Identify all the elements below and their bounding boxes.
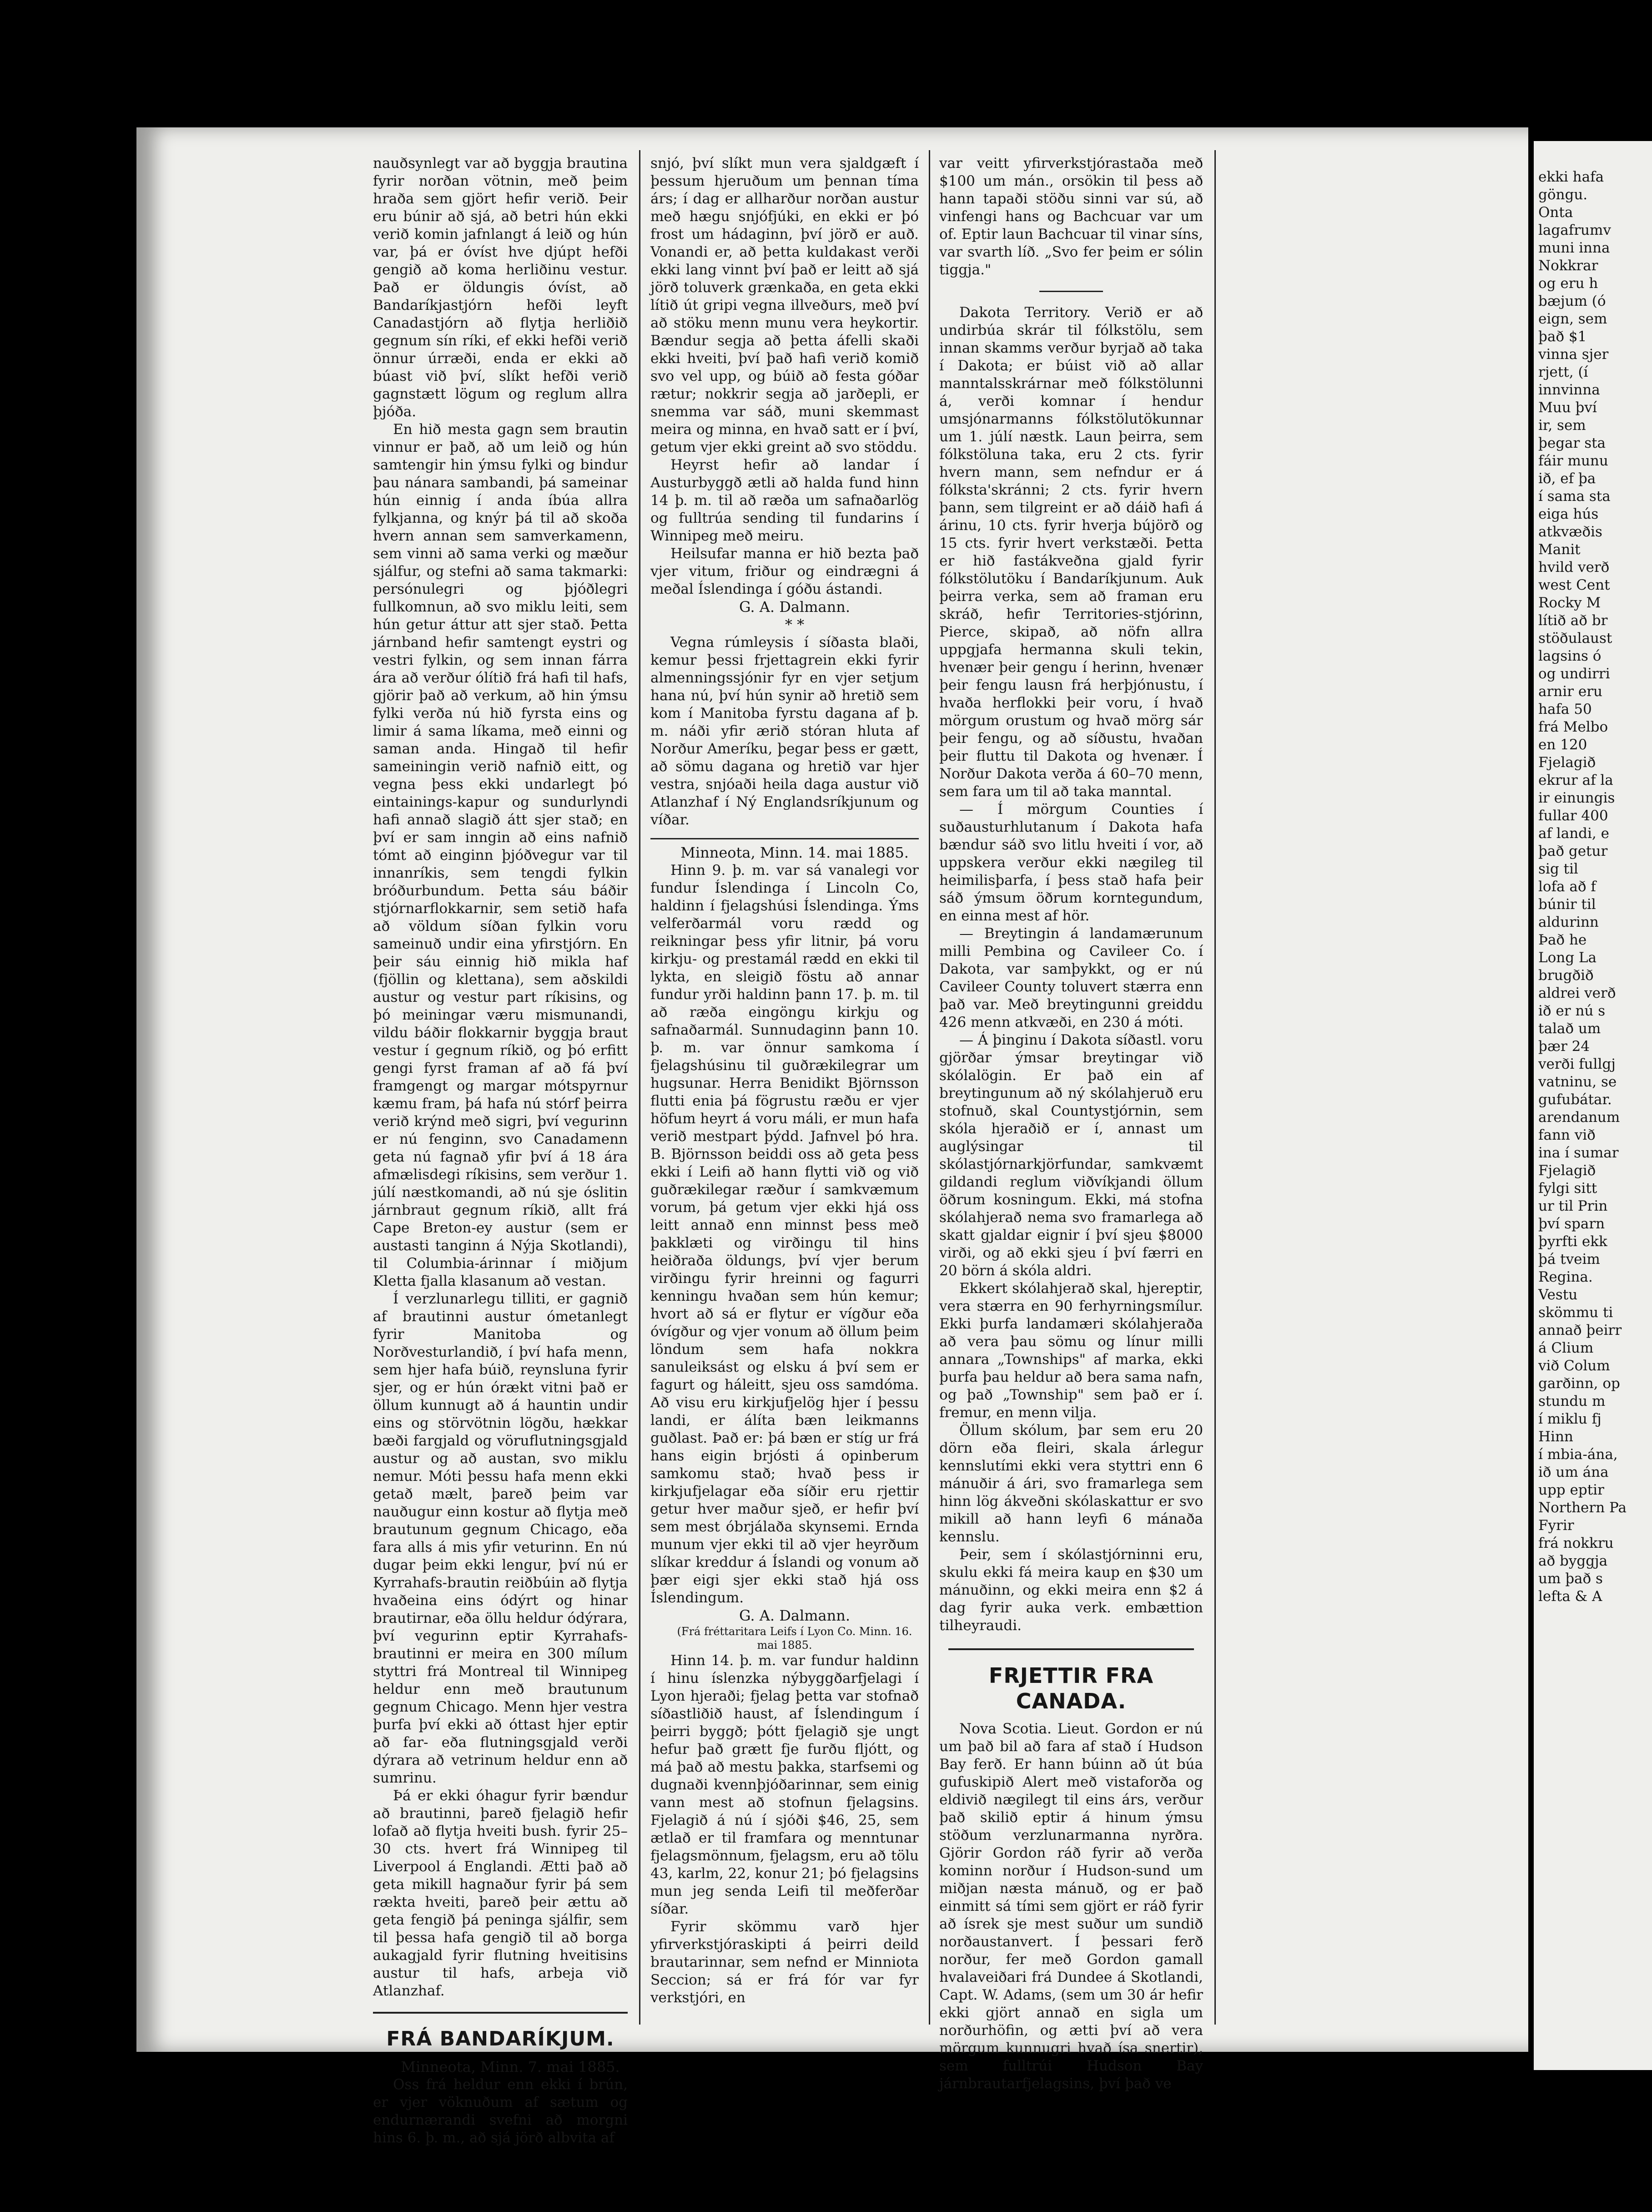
fragment-line: lítið að br [1538,612,1608,629]
col3-paragraph-morgum: — Í mörgum Counties í suðausturhlutanum í Dakota hafa bændur sáð svo litlu hveiti í vor, að uppskera verður ekki nægileg til heimilisþarfa, í þess stað hafa þeir sáð ýmsum öðrum korntegundum, en einna mest af hör. [939,801,1203,924]
fragment-line: frá nokkru [1538,1535,1614,1551]
fragment-line: aldrei verð [1538,985,1616,1001]
fragment-line: annað þeirr [1538,1322,1622,1338]
fragment-line: í sama sta [1538,488,1611,505]
column-divider-3 [1214,150,1216,2025]
fragment-line: ekki hafa [1538,169,1604,185]
fragment-line: vinna sjer [1538,346,1609,363]
column-divider-2 [929,150,930,2025]
fragment-line: því sparn [1538,1216,1605,1232]
fragment-line: sig til [1538,861,1578,877]
fragment-line: það getur [1538,843,1608,859]
fragment-line: Vestu [1538,1287,1578,1303]
fragment-line: Hinn [1538,1429,1573,1445]
fragment-line: lagafrumv [1538,222,1611,238]
fragment-line: Manit [1538,541,1581,558]
col3-separator-1 [1039,291,1103,292]
col3-paragraph-ekkert: Ekkert skólahjerað skal, hjereptir, vera stærra en 90 ferhyrningsmílur. Ekki þurfa landamæri skólahjeraða að vera þau sömu og línur milli annara „Townships" af marka, ekki þurfa þau heldur að bera sama nafn, og það „Township" sem það er í. fremur, en menn vilja. [939,1280,1203,1421]
col2-source-note: (Frá fréttaritara Leifs í Lyon Co. Minn. 16. mai 1885. [677,1625,912,1651]
newspaper-page [136,127,1528,2146]
col1-paragraph-3: Í verzlunarlegu tilliti, er gagnið af brautinni austur ómetanlegt fyrir Manitoba og Norðvesturlandið, í því hafa menn, sem hjer hafa búið, reynsluna fyrir sjer, og er hún órækt vitni það er öllum kunnugt að á hauntin undir eins og störvötnin lögðu, hækkar bæði fargjald og vöruflutningsgjald austur og að austan, svo miklu nemur. Móti þessu hafa menn ekki getað mælt, þareð þeim var nauðugur einn kostur að flytja með brautunum gegnum Chicago, eða fara alls á mis yfir veturinn. En nú dugar þeim ekki lengur, því nú er Kyrrahafs-brautin reiðbúin að flytja hvaðeina eins ódýrt og hinar brautirnar, eða öllu heldur ódýrara, því vegurinn eptir Kyrrahafs-brautinni er meira en 300 mílum styttri frá Montreal til Winnipeg heldur enn með brautunum gegnum Chicago. Menn hjer vestra þurfa því ekki að óttast hjer eptir að far- eða flutningsgjald verði dýrara að vetrinum heldur enn að sumrinu. [373,1291,628,1786]
fragment-line: fylgi sitt [1538,1180,1597,1197]
fragment-line: bæjum (ó [1538,293,1606,309]
fragment-line: þegar sta [1538,435,1606,451]
fragment-line: stundu m [1538,1393,1606,1409]
fragment-line: Long La [1538,949,1597,966]
fragment-line: lofa að f [1538,879,1596,895]
column-4-fragment [1538,168,1652,1606]
fragment-line: Rocky M [1538,595,1601,611]
col2-paragraph-4: Hinn 9. þ. m. var sá vanalegi vor fundur Íslendinga í Lincoln Co, haldinn í fjelagshúsi Íslendinga. Ýms velferðarmál voru rædd og reikningar þess yfir litnir, þá voru kirkju- og prestamál rædd en ekki til lykta, en sleigið föstu að annar fundur yrði haldinn þann 17. þ. m. til að ræða eingöngu kirkju og safnaðarmál. Sunnudaginn þann 10. þ. m. var önnur samkoma í fjelagshúsinu til guðrækilegrar um hugsunar. Herra Benidikt Björnsson flutti enia þá fögrustu ræðu er vjer höfum heyrt á voru máli, er mun hafa verið mestpart þýdd. Jafnvel þó hra. B. Björnsson beiddi oss að geta þess ekki í Leifi að hann flytti við og við guðrækilegar ræður í samkvæmum vorum, þá getum vjer ekki hjá oss leitt annað enn minnst þess með þakklæti og virðingu til hins heiðraða öldungs, því vjer berum virðingu fyrir hreinni og fagurri kenningu hvaðan sem hún kemur; hvort að sá er flytur er vígður eða óvígður og vjer vonum að öllum þeim löndum sem hafa nokkra sanuleiksást og elsku á því sem er fagurt og háleitt, sjeu oss samdóma. Að visu eru kirkjufjelög hjer í þessu landi, er álíta bæn leikmanns guðlast. Það er: þá bæn er stíg ur frá hans eigin brjósti á opinberum samkomu stað; hvað þess ir kirkjufjelagar eða síðir eru rjettir getur hver maður sjeð, er hefir því sem mest óbrjálaða skynsemi. Ernda munum vjer ekki til að vjer heyrðum slíkar kreddur á Íslandi og vonum að þær eigi sjer ekki stað hjá oss Íslendingum. [650,862,919,1606]
fragment-line: atkvæðis [1538,524,1602,540]
section-heading-canada: FRJETTIR FRA CANADA. [988,1663,1154,1713]
fragment-line: og eru h [1538,275,1598,292]
fragment-line: í mbia-ána, [1538,1446,1618,1463]
fragment-line: Muu því [1538,399,1597,416]
fragment-line: Fjelagið [1538,1162,1596,1179]
fragment-line: ina í sumar [1538,1145,1619,1161]
col2-rule-1 [650,838,919,839]
fragment-line: ið um ána [1538,1464,1609,1480]
fragment-line: Regina. [1538,1269,1593,1285]
column-3 [939,155,1203,2092]
fragment-line: að byggja [1538,1553,1608,1569]
fragment-line: west Cent [1538,577,1610,593]
fragment-line: upp eptir [1538,1482,1604,1498]
fragment-line: frá Melbo [1538,719,1608,735]
column-1 [373,155,628,2146]
fragment-line: göngu. [1538,187,1588,203]
col1-paragraph-4: Þá er ekki óhagur fyrir bændur að brautinni, þareð fjelagið hefir lofað að flytja hveiti bush. fyrir 25–30 cts. hvert frá Winnipeg til Liverpool á Englandi. Ætti það að geta mikill hagnaður fyrir þá sem rækta hveiti, þareð þeir ættu að geta fengið þá peninga sjálfir, sem til þessa hafa gengið til að borga aukagjald fyrir flutning hveitisins austur til hafs, arbeja við Atlanzhaf. [373,1788,628,1999]
col1-paragraph-5: Oss frá heldur enn ekki í brún, er vjer vöknuðum af sætum og endurnærandi svefni að morgni hins 6. þ. m., að sjá jörð albvita af [373,2076,628,2146]
fragment-line: ir, sem [1538,417,1586,434]
fragment-line: muni inna [1538,240,1610,256]
col3-paragraph-nova: Nova Scotia. Lieut. Gordon er nú um það bil að fara af stað í Hudson Bay ferð. Er hann búinn að út búa gufuskipið Alert með vistaforða og eldivið nægilegt til eins árs, verður það skilið eptir á hinum ýmsu stöðum verzlunarmanna nyrðra. Gjörir Gordon ráð fyrir að verða kominn norður í Hudson-sund um miðjan næsta mánuð, og er það einmitt sá tími sem gjört er ráð fyrir að ísrek sje mest suður um sundið norðaustanvert. Í þessari ferð norður, fer með Gordon gamall hvalaveiðari frá Dundee á Skotlandi, Capt. W. Adams, (sem um 30 ár hefir ekki gjört annað en sigla um norðurhöfin, og ætti því að vera mörgum kunnugri hvað ísa snertir), sem fulltrúi Hudson Bay járnbrautarfjelagsins, því það ve [939,1721,1203,2092]
fragment-line: Northern Pa [1538,1500,1627,1516]
fragment-line: ekrur af la [1538,772,1613,788]
fragment-line: Það he [1538,932,1587,948]
col2-stars: * * [785,616,805,633]
fragment-line: en 120 [1538,737,1587,753]
fragment-line: Nokkrar [1538,258,1598,274]
fragment-line: eiga hús [1538,506,1599,522]
col3-paragraph-ollum: Öllum skólum, þar sem eru 20 dörn eða fleiri, skala árlegur kennslutími ekki vera styttri enn 6 mánuðir á ári, svo framarlega sem hinn lög ákveðni skólaskattur er svo mikill að hann leyfi 6 mánaða kennslu. [939,1422,1203,1545]
fragment-line: þyrfti ekk [1538,1233,1607,1250]
fragment-line: ið, ef þa [1538,470,1596,487]
fragment-line: hvild verð [1538,559,1610,576]
fragment-line: fullar 400 [1538,808,1608,824]
section-rule [373,2012,628,2014]
fragment-line: fann við [1538,1127,1596,1143]
fragment-line: garðinn, op [1538,1375,1620,1392]
fragment-line: talað um [1538,1020,1601,1037]
fragment-line: skömmu ti [1538,1304,1613,1321]
col3-paragraph-1: var veitt yfirverkstjórastaða með $100 um mán., orsökin til þess að hann tapaði stöðu sinni var sú, að vinfengi hans og Bachcuar var um of. Eptir laun Bachcuar til vinar síns, var svarth líð. „Svo fer þeim er sólin tiggja." [939,155,1203,278]
fragment-line: þá tveim [1538,1251,1600,1268]
fragment-line: Onta [1538,204,1573,221]
column-divider-1 [639,150,640,2025]
col2-signature-2: G. A. Dalmann. [739,1607,850,1624]
fragment-line: rjett, (í [1538,364,1588,380]
fragment-line: vatninu, se [1538,1074,1617,1090]
fragment-line: hafa 50 [1538,701,1592,717]
col2-paragraph-2: Heyrst hefir að landar í Austurbyggð ætli að halda fund hinn 14 þ. m. til að ræða um safnaðarlög og fulltrúa sending til fundarins í Winnipeg með meiru. [650,457,919,544]
col3-paragraph-breyting: — Breytingin á landamærunum milli Pembina og Cavileer Co. í Dakota, var samþykkt, og er nú Cavileer County toluvert stærra enn það var. Með breytingunni greiddu 426 menn atkvæði, en 230 á móti. [939,925,1203,1030]
fragment-line: innvinna [1538,382,1600,398]
fragment-line: verði fullgj [1538,1056,1616,1072]
fragment-line: eign, sem [1538,311,1607,327]
fragment-line: og undirri [1538,666,1610,682]
col1-dateline: Minneota, Minn. 7. mai 1885. [401,2058,620,2076]
col2-paragraph-5: Hinn 14. þ. m. var fundur haldinn í hinu íslenzka nýbyggðarfjelagi í Lyon hjeraði; fjelag þetta var stofnað síðastliðið haust, af Íslendingum í þeirri byggð; þótt fjelagið sje ungt hefur það grætt fje furðu fljótt, og má það að mestu þakka, starfsemi og dugnaði kvennþjóðarinnar, sem einig vann mest að stofnun fjelagsins. Fjelagið á nú í sjóði $46, 25, sem ætlað er til framfara og menntunar fjelagsmönnum, fjelagsm, eru að tölu 43, karlm, 22, konur 21; þó fjelagsins mun jeg senda Leifi til meðferðar síðar. [650,1652,919,1917]
fragment-line: í miklu fj [1538,1411,1602,1427]
fragment-line: arnir eru [1538,683,1602,700]
fragment-line: um það s [1538,1571,1603,1587]
col2-signature-1: G. A. Dalmann. [739,598,850,616]
fragment-line: Fjelagið [1538,754,1596,771]
col3-paragraph-their: Þeir, sem í skólastjórninni eru, skulu ekki fá meira kaup en $30 um mánuðinn, og ekki meira enn $2 á dag fyrir auka verk. embættion tilheyraudi. [939,1546,1203,1634]
fragment-line: lefta & A [1538,1588,1602,1605]
fragment-line: fáir munu [1538,453,1608,469]
col2-paragraph-6: Fyrir skömmu varð hjer yfirverkstjóraskipti á þeirri deild brautarinnar, sem nefnd er Minniota Seccion; sá er frá fór var fyr verkstjóri, en [650,1919,919,2006]
fragment-line: arendanum [1538,1109,1620,1126]
fragment-line: ið er nú s [1538,1003,1606,1019]
col3-paragraph-dakota: Dakota Territory. Verið er að undirbúa skrár til fólkstölu, sem innan skamms verður byrjað að taka í Dakota; er búist við að allar manntalsskrárnar með fólkstölunni á, verði komnar í hendur umsjónarmanns fólkstölutökunnar um 1. júlí næstk. Laun þeirra, sem fólkstöluna taka, eru 2 cts. fyrir hvern mann, sem nefndur er á fólksta'skránni; 2 cts. fyrir hvern þann, sem tilgreint er að dáið hafi á árinu, 10 cts. fyrir hverja bújörð og 15 cts. fyrir hvert verkstæði. Þetta er hið fastákveðna gjald fyrir fólkstölutöku í Bandaríkjunum. Auk þeirra verka, sem að framan eru skráð, hefir Territories-stjórinn, Pierce, skipað, að nöfn allra uppgjafa hermanna skuli tekin, hvenær þeir gengu í herinn, hvenær þeir fengu lausn frá herþjónustu, í hvaða herflokki þeir voru, í hvað mörgum orustum og hvað mörg sár þeir fengu, og að síðustu, hvaðan þeir fluttu til Dakota og hvenær. Í Norður Dakota verða á 60–70 menn, sem fara um til að taka manntal. [939,304,1203,800]
fragment-line: gufubátar. [1538,1091,1612,1108]
fragment-line: við Colum [1538,1358,1610,1374]
col1-paragraph-1: nauðsynlegt var að byggja brautina fyrir norðan vötnin, með þeim hraða sem gjört hefir verið. Þeir eru búnir að sjá, að betri hún ekki verið komin jafnlangt á leið og hún var, þá er óvíst hve djúpt hefði gengið að koma herliðinu vestur. Það er öldungis óvíst, að Bandaríkjastjórn hefði leyft Canadastjórn að flytja herliðið gegnum sín ríki, ef ekki hefði verið önnur úrræði, enda er ekki að búast við því, slíkt hefði verið gagnstætt lögum og reglum allra þjóða. [373,155,628,420]
col3-rule [948,1648,1194,1650]
adjacent-page-fragment [1534,141,1652,2070]
fragment-line: brugðið [1538,967,1594,984]
fragment-line: ur til Prin [1538,1198,1608,1214]
col1-paragraph-2: En hið mesta gagn sem brautin vinnur er það, að um leið og hún samtengir hin ýmsu fylki og bindur þau nánara sambandi, þá sameinar hún einnig í anda íbúa allra fylkjanna, og knýr þá til að skoða hvern annan sem samverkamenn, sem vinni að sama verki og mæður sjálfur, og stefni að sama takmarki: persónulegri og þjóðlegri fullkomnun, að svo miklu leiti, sem hún getur áttur att sjer stað. Þetta járnband hefir samtengt eystri og vestri fylkin, og sem innan fárra ára að verður ólítið frá hafi til hafs, gjörir það að verkum, að hin ýmsu fylki verða nú hið fyrsta eins og limir á sama líkama, með einni og saman anda. Hingað til hefir sameiningin verið nafnið eitt, og vegna þess ekki undarlegt þó eintainings-kapur og sundurlyndi hafi annað slagið átt sjer stað; en því er sam inngin að eins nafnið tómt að einginn þjóðvegur var til innanríkis, sem tengdi fylkin bróðurbundum. Þetta sáu báðir stjórnarflokkarnir, sem setið hafa að völdum síðan fylkin voru sameinuð undir eina yfirstjórn. En þeir sáu einnig hið mikla haf (fjöllin og klettana), sem aðskildi austur og vestur part ríkisins, og þó meiningar væru mismunandi, vildu báðir flokkarnir byggja braut vestur í gegnum ríkið, og þó erfitt gengi fyrst framan af að fá því framgengt og margar mótspyrnur kæmu fram, þá hafa nú stórf þeirra verið krýnd með sigri, því vegurinn er nú fenginn, svo Canadamenn geta nú fagnað yfir því á 18 ára afmælisdegi ríkisins, sem verður 1. júlí næstkomandi, að nú sje óslitin járnbraut gegnum ríkið, allt frá Cape Breton-ey austur (sem er austasti tanginn á Nýja Skotlandi), til Columbia-árinnar í miðjum Kletta fjalla klasanum að vestan. [373,421,628,1289]
section-heading-bandarikjum: FRÁ BANDARÍKJUM. [386,2027,614,2050]
col3-paragraph-thinginu: — Á þinginu í Dakota síðastl. voru gjörðar ýmsar breytingar við skólalögin. Er það ein af breytingunum að ný skólahjeruð eru stofnuð, skal Countystjórnin, sem skóla hjeraðið er í, annast um auglýsingar til skólastjórnarkjörfundar, samkvæmt gildandi reglum viðvíkjandi öllum öðrum kosningum. Ekki, má stofna skólahjerað nema svo framarlega að skatt gjaldar eignir í því sjeu $8000 virði, og að ekki sjeu í því færri en 20 börn á skóla aldri. [939,1032,1203,1279]
fragment-line: búnir til [1538,896,1596,913]
col2-paragraph-3: Heilsufar manna er hið bezta það vjer vitum, friður og eindrægni á meðal Íslendinga í góðu ástandi. [650,545,919,597]
fragment-line: ir einungis [1538,790,1615,806]
fragment-line: af landi, e [1538,825,1609,842]
col2-paragraph-1: snjó, því slíkt mun vera sjaldgæft í þessum hjeruðum um þennan tíma árs; í dag er allharður norðan austur með hægu snjófjúki, en ekki er þó frost um hádaginn, því jörð er auð. Vonandi er, að þetta kuldakast verði ekki lang vinnt því það er leitt að sjá jörð toluverk grænkaða, en geta ekki lítið út gripi vegna illveðurs, með því að stöku menn munu vera heykortir. Bændur segja að þetta áfelli skaði ekki hveiti, því það hafi verið komið svo vel upp, og búið að festa góðar rætur; nokkrir segja að jarðepli, er snemma var sáð, muni skemmast meira og minna, en hvað satt er í því, getum vjer ekki greint að svo stöddu. [650,155,919,455]
fragment-line: á Clium [1538,1340,1594,1356]
fragment-line: aldurinn [1538,914,1599,930]
fragment-line: stöðulaust [1538,630,1612,646]
fragment-line: lagsins ó [1538,648,1602,664]
fragment-line: það $1 [1538,328,1587,345]
fragment-line: Fyrir [1538,1517,1574,1534]
column-2 [650,155,919,2038]
col2-dateline: Minneota, Minn. 14. mai 1885. [680,844,909,861]
fragment-line: þær 24 [1538,1038,1590,1055]
col2-paragraph-rumleysi: Vegna rúmleysis í síðasta blaði, kemur þessi frjettagrein ekki fyrir almenningssjónir fyr en vjer setjum hana nú, því hún synir að hretið sem kom í Manitoba fyrstu dagana af þ. m. náði yfir ærið stóran hluta af Norður Ameríku, þegar þess er gætt, að sömu dagana og hretið var hjer vestra, snjóaði heila daga austur við Atlanzhaf í Ný Englandsríkjunum og víðar. [650,634,919,828]
